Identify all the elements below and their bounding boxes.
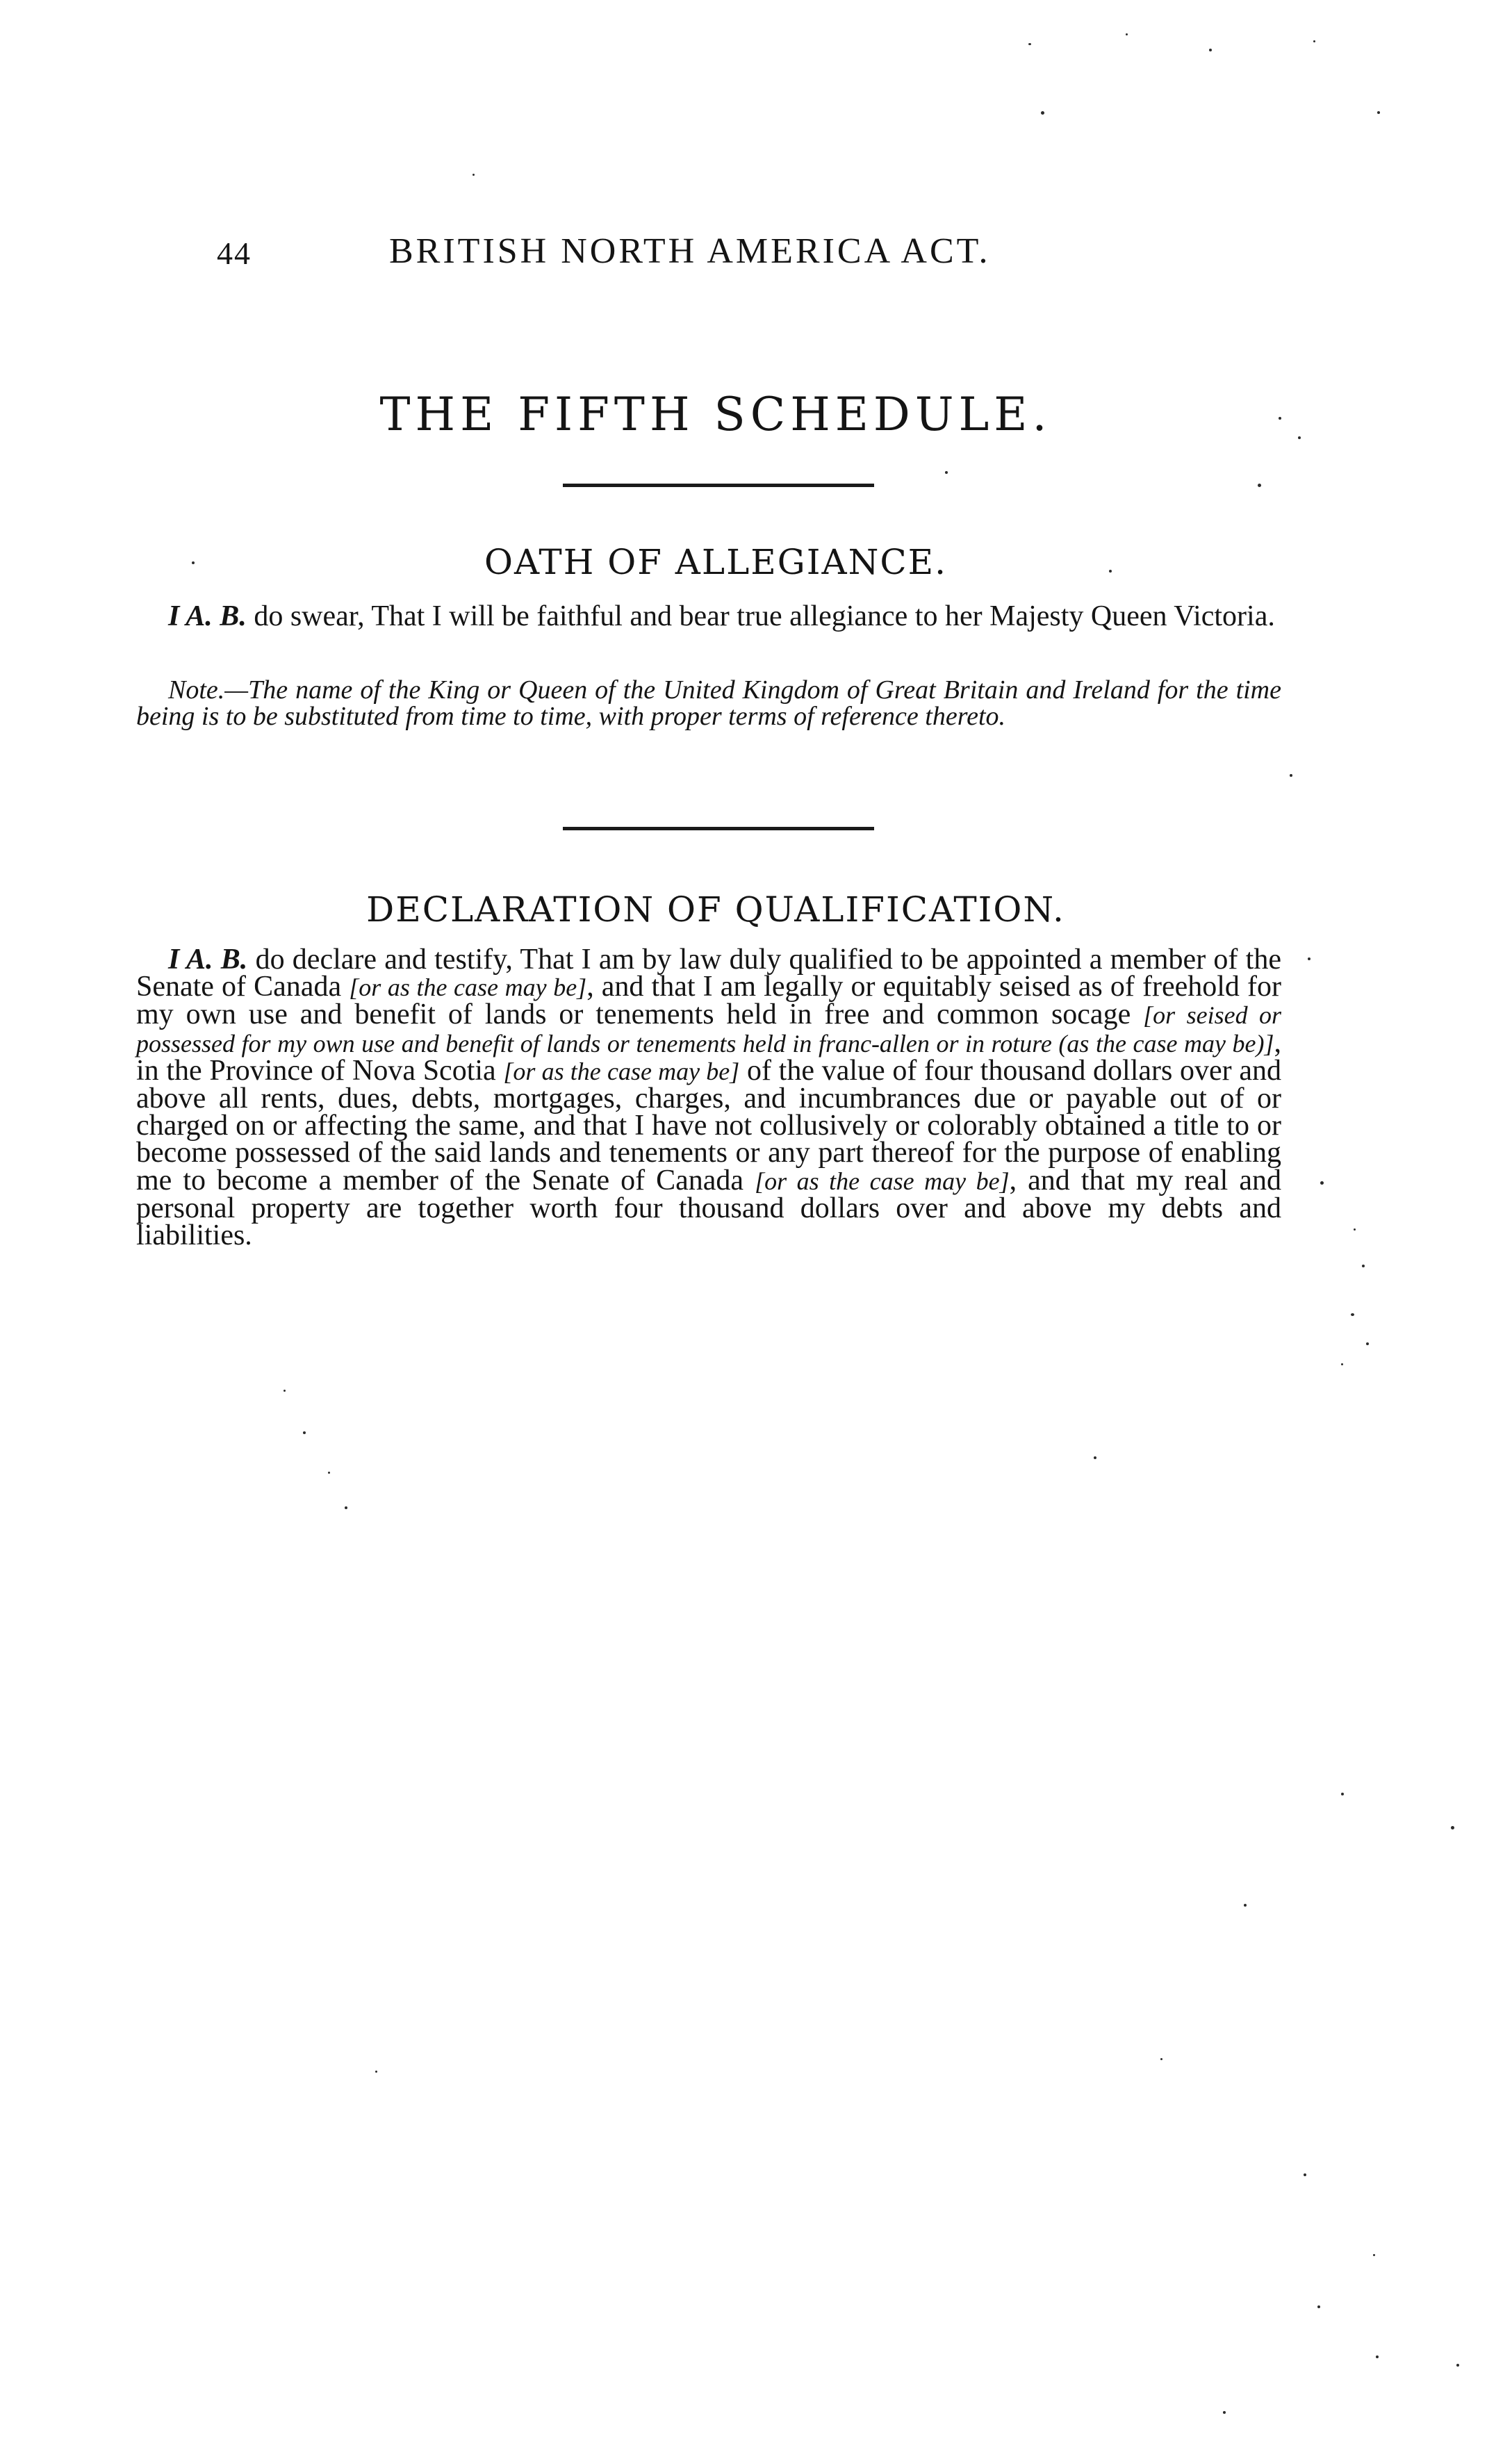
section-divider: [563, 484, 874, 487]
declaration-bracket-1: [or as the case may be]: [349, 973, 587, 1002]
oath-text: do swear, That I will be faithful and bear true allegiance to her Majesty Queen Victoria.: [254, 600, 1275, 632]
note-text: —The name of the King or Queen of the United Kingdom of Great Britain and Ireland for the time being is to be substituted from time to time, with proper terms of reference thereto.: [136, 675, 1281, 731]
declaration-text-3: , in the Province of Nova Scotia: [136, 1026, 1281, 1087]
declaration-heading: DECLARATION OF QUALIFICATION.: [366, 889, 1065, 930]
oath-initials: I A. B.: [168, 600, 247, 632]
oath-paragraph: [136, 600, 1281, 632]
page-number: 44: [217, 236, 252, 271]
running-head: BRITISH NORTH AMERICA ACT.: [389, 231, 991, 271]
declaration-bracket-3: [or as the case may be]: [503, 1057, 740, 1085]
oath-note: [136, 677, 1281, 730]
declaration-text-5: , and that my real and personal property are together worth four thousand dollars over and above my debts and liabilities.: [136, 1164, 1281, 1252]
oath-heading: OATH OF ALLEGIANCE.: [484, 542, 947, 582]
declaration-bracket-2: [or seised or possessed for my own use and benefit of lands or tenements held in franc-allen or in roture (as the case may be)]: [136, 1001, 1281, 1058]
declaration-paragraph: [136, 944, 1281, 1252]
declaration-initials: I A. B.: [168, 944, 248, 976]
section-divider: [563, 827, 874, 830]
schedule-title: THE FIFTH SCHEDULE.: [379, 388, 1052, 441]
declaration-text-1: do declare and testify, That I am by law duly qualified to be appointed a member of the Senate of Canada: [136, 944, 1281, 1003]
declaration-text-2: , and that I am legally or equitably seised as of freehold for my own use and benefit of lands or tenements held in free and common socage: [136, 971, 1281, 1031]
declaration-text-4: of the value of four thousand dollars over and above all rents, dues, debts, mortgages, charges, and incumbrances due or payable out of or charged on or affecting the same, and that I have not collusively or colorably obtained a title to or become possessed of the said lands and tenements or any part thereof for the purpose of enabling me to become a member of the Senate of Canada: [136, 1054, 1281, 1196]
note-label: Note.: [168, 675, 225, 705]
declaration-bracket-4: [or as the case may be]: [755, 1167, 1010, 1195]
